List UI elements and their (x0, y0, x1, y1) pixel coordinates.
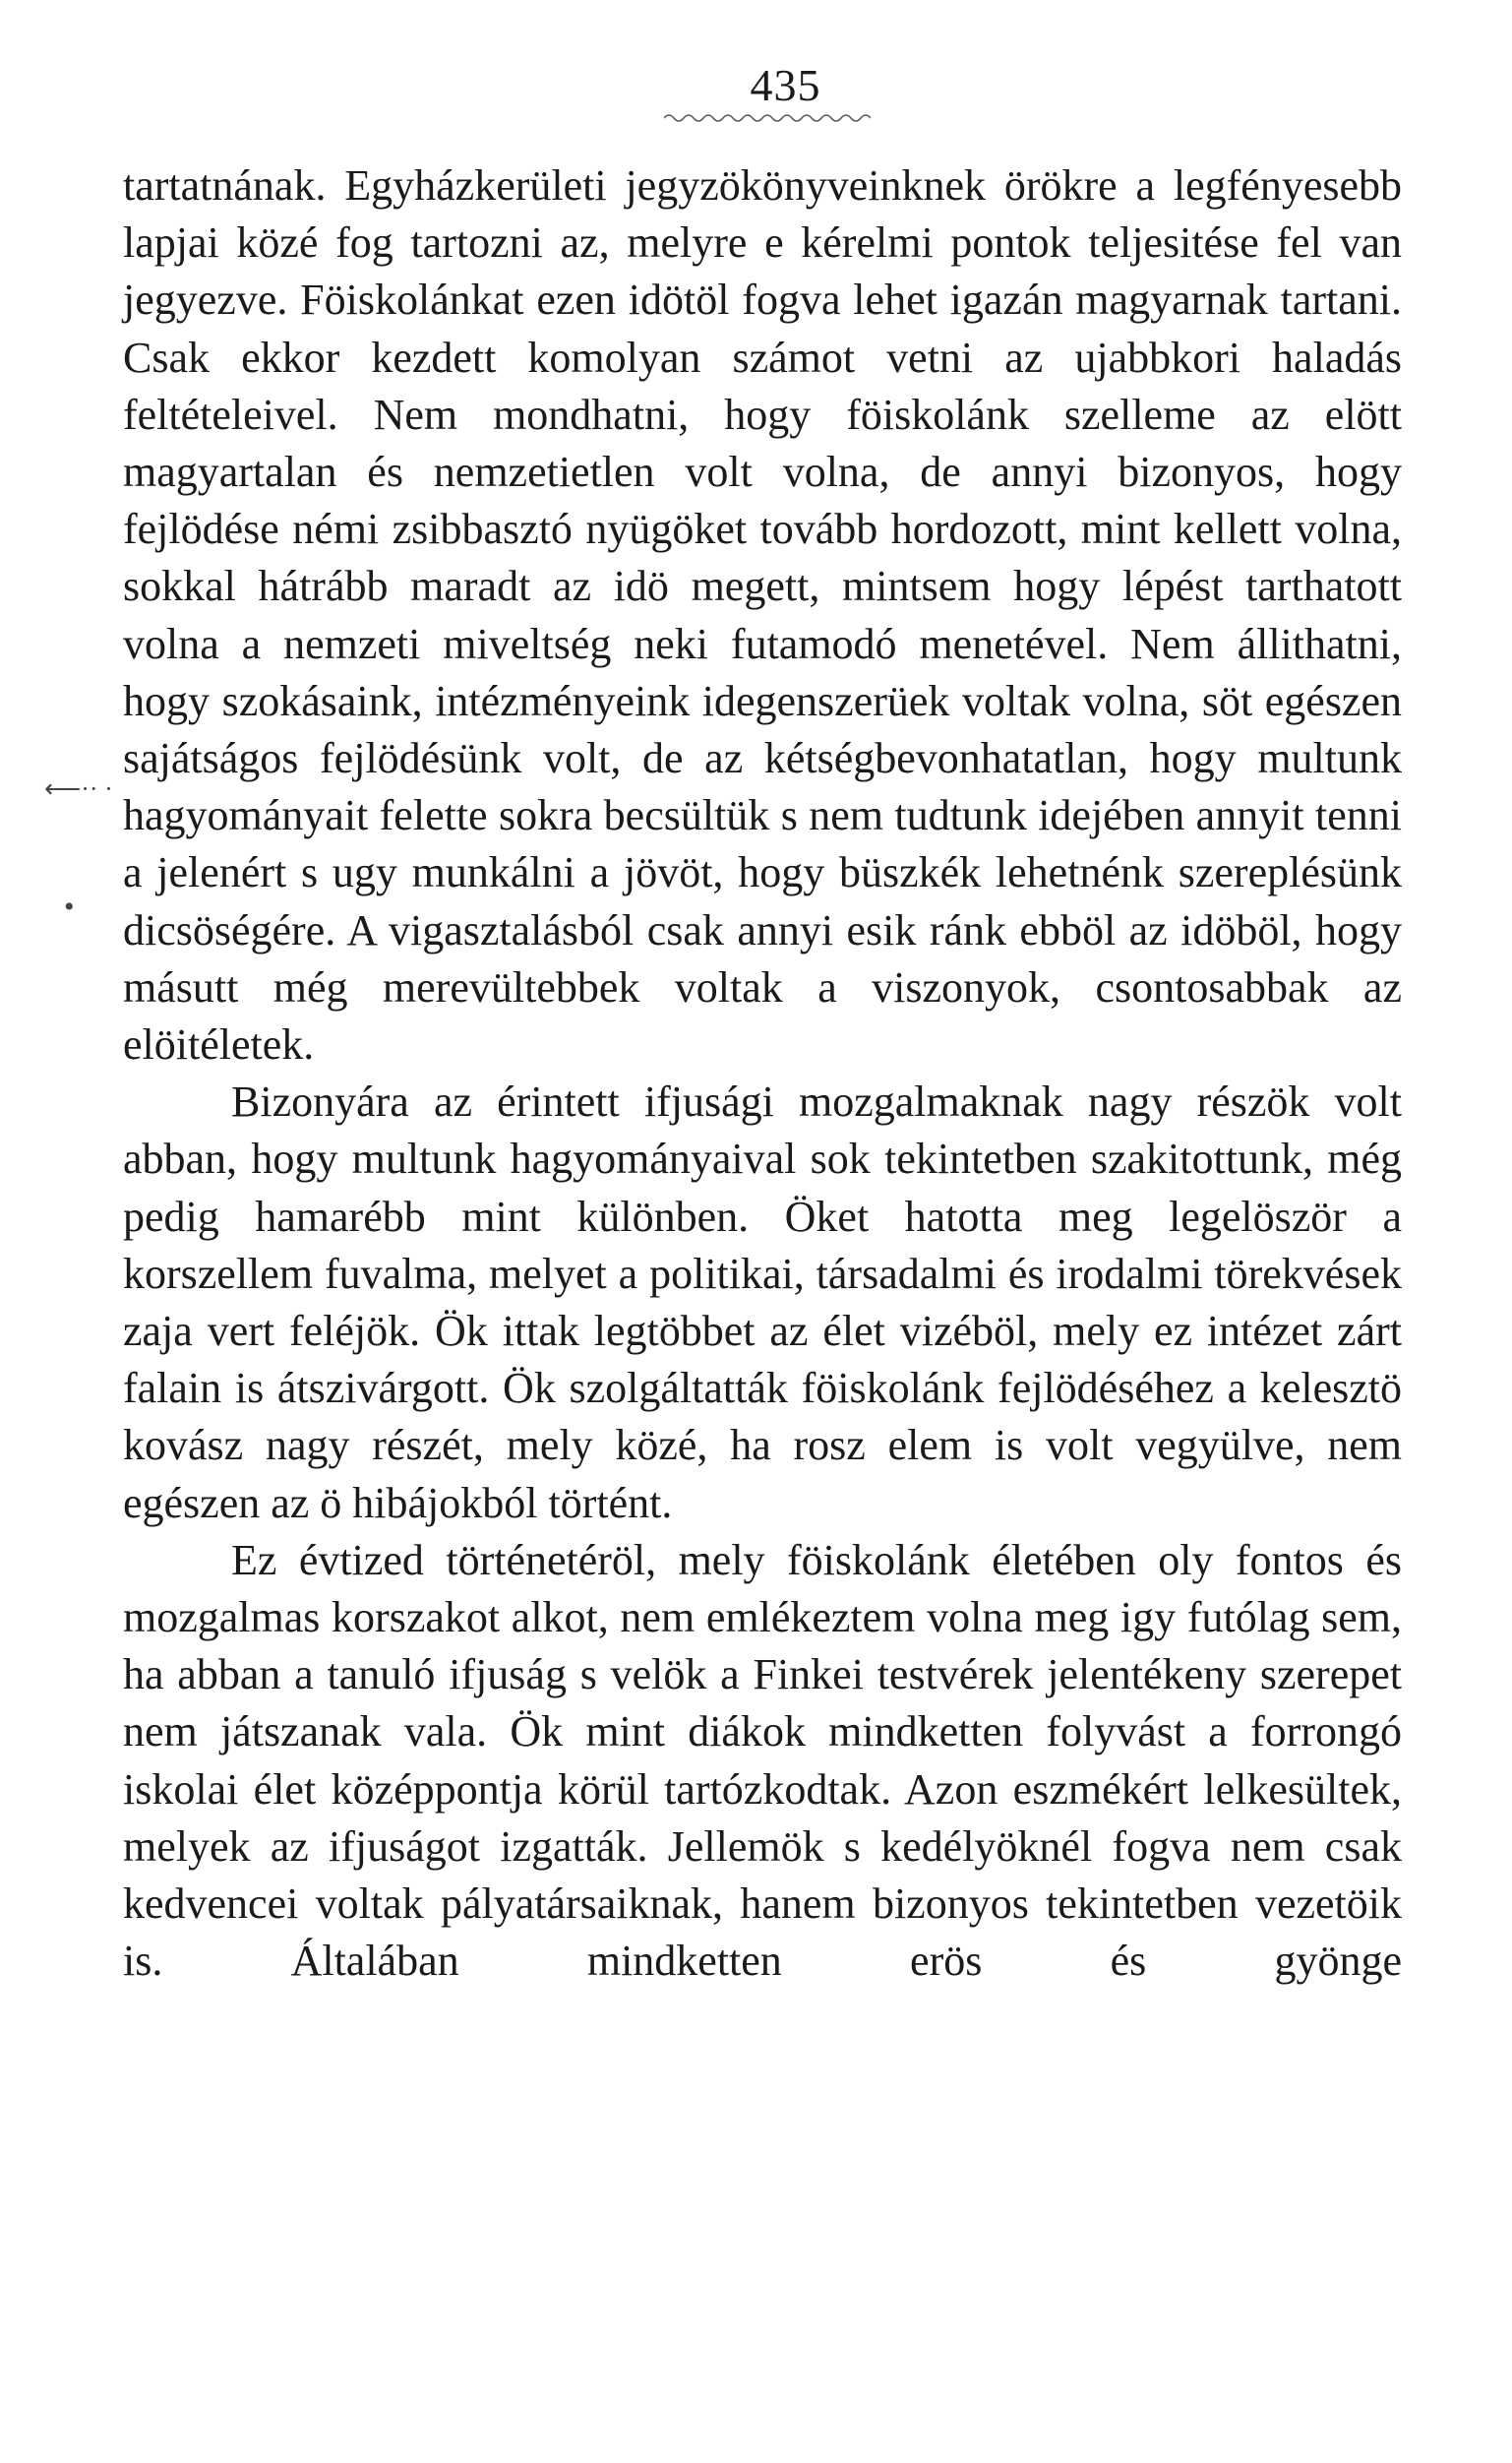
page-number: 435 (750, 60, 821, 110)
margin-mark-arrow: ⟵·· · (44, 774, 113, 803)
paragraph-3: Ez évtized történetéröl, mely föiskolánk életében oly fontos és mozgalmas korszakot alkot, nem emlékeztem volna meg igy futólag sem, ha abban a tanuló ifjuság s velök a Finkei testvérek jelentékeny szerepet nem játszanak vala. Ök mint diákok mindketten folyvást a forrongó iskolai élet középpontja körül tartózkodtak. Azon eszmékért lelkesültek, melyek az ifjuságot izgatták. Jellemök s kedélyöknél fogva nem csak kedvencei voltak pályatársaiknak, hanem bizonyos tekintetben vezetöik is. Általában mindketten erös és gyönge (123, 1535, 1402, 1986)
body-text (123, 157, 1402, 1991)
paragraph-2: Bizonyára az érintett ifjusági mozgalmaknak nagy részök volt abban, hogy multunk hagyományaival sok tekintetben szakitottunk, még pedig hamarébb mint különben. Öket hatotta meg legelöször a korszellem fuvalma, melyet a politikai, társadalmi és irodalmi törekvések zaja vert feléjök. Ök ittak legtöbbet az élet vizéböl, mely ez intézet zárt falain is átszivárgott. Ök szolgáltatták föiskolánk fejlödéséhez a kelesztö kovász nagy részét, mely közé, ha rosz elem is volt vegyülve, nem egészen az ö hibájokból történt. (123, 1078, 1402, 1527)
ornament-rule (664, 112, 871, 124)
paragraph-1: tartatnának. Egyházkerületi jegyzökönyveinknek örökre a legfényesebb lapjai közé fog tartozni az, melyre e kérelmi pontok teljesitése fel van jegyezve. Föiskolánkat ezen idötöl fogva lehet igazán magyarnak tartani. Csak ekkor kezdett komolyan számot vetni az ujabbkori haladás feltételeivel. Nem mondhatni, hogy föiskolánk szelleme az elött magyartalan és nemzetietlen volt volna, de annyi bizonyos, hogy fejlödése némi zsibbasztó nyügöket tovább hordozott, mint kellett volna, sokkal hátrább maradt az idö megett, mintsem hogy lépést tarthatott volna a nemzeti miveltség neki futamodó menetével. Nem állithatni, hogy szokásaink, intézményeink idegenszerüek voltak volna, söt egészen sajátságos fejlödésünk volt, de az kétségbevonhatatlan, hogy multunk hagyományait felette sokra becsültük s nem tudtunk idejében annyit tenni a jelenért s ugy munkálni a jövöt, hogy büszkék lehetnénk szereplésünk dicsöségére. A vigasztalásból csak annyi esik ránk ebböl az idöböl, hogy másutt még merevültebbek voltak a viszonyok, csontosabbak az elöitéletek. (123, 161, 1402, 1070)
margin-mark-dot: • (64, 891, 75, 923)
